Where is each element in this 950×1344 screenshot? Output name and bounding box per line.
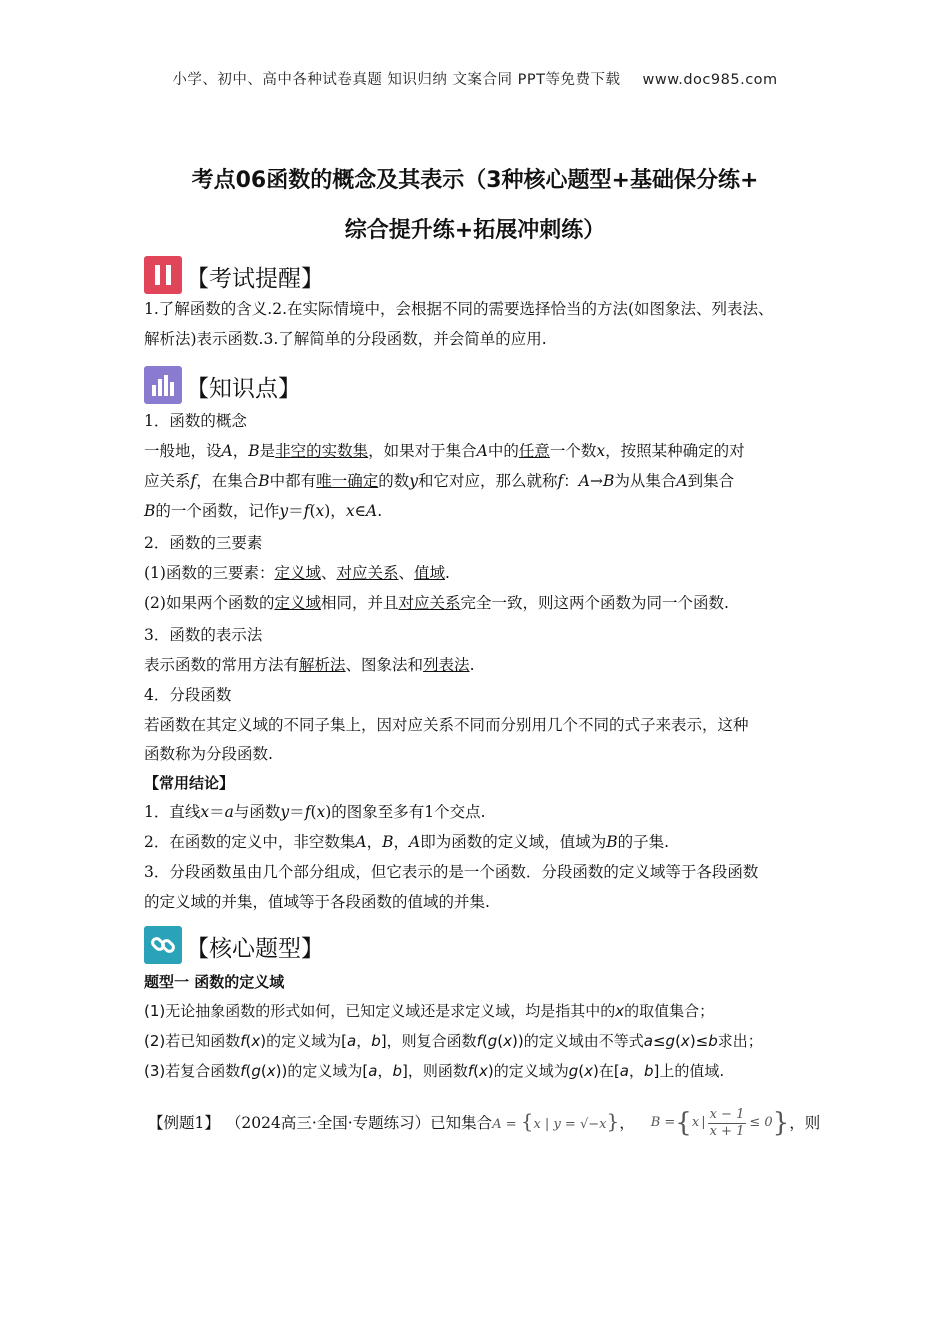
conclusion-2: 2．在函数的定义中，非空数集A，B，A即为函数的定义域，值域为B的子集. (144, 833, 670, 851)
set-b-formula: B = { x | $\frac{x - 1}{x + 1}$ ≤ 0 } (650, 1106, 790, 1139)
section-title: 【核心题型】 (186, 936, 324, 962)
page-title-line-2: 综合提升练+拓展冲刺练） (344, 218, 606, 243)
pause-icon (144, 256, 182, 294)
core-rule-1: (1)无论抽象函数的形式如何，已知定义域还是求定义域，均是指其中的x的取值集合； (144, 1002, 715, 1020)
example-source: （2024高三·全国·专题练习）已知集合 (225, 1114, 493, 1132)
knowledge-paragraph-4a: 若函数在其定义域的不同子集上，因对应关系不同而分别用几个不同的式子来表示，这种 (144, 716, 749, 734)
knowledge-paragraph-4b: 函数称为分段函数. (144, 745, 273, 763)
bar-chart-icon (144, 366, 182, 404)
page-header (0, 68, 950, 89)
set-a-formula: A = {x | y = √−x} (492, 1109, 620, 1133)
core-type-1-heading: 题型一 函数的定义域 (144, 973, 285, 991)
knowledge-heading-2: 2．函数的三要素 (144, 534, 263, 552)
knowledge-paragraph-2a: (1)函数的三要素：定义域、对应关系、值域. (144, 564, 450, 582)
conclusions-heading: 【常用结论】 (144, 774, 235, 792)
section-title: 【考试提醒】 (186, 266, 324, 292)
knowledge-paragraph-1a: 一般地，设A，B是非空的实数集，如果对于集合A中的任意一个数x，按照某种确定的对 (144, 442, 745, 460)
section-knowledge-heading (144, 362, 301, 404)
core-rule-3: (3)若复合函数f(g(x))的定义域为[a，b]，则函数f(x)的定义域为g(x)在[a，b]上的值域. (144, 1062, 725, 1080)
header-url[interactable]: www.doc985.com (642, 72, 778, 88)
knowledge-paragraph-3: 表示函数的常用方法有解析法、图象法和列表法. (144, 656, 475, 674)
section-title: 【知识点】 (186, 376, 301, 402)
formula-separator: ， (619, 1114, 635, 1132)
knowledge-paragraph-1c: B的一个函数，记作y＝f(x)，x∈A. (144, 502, 383, 520)
page-title-line-1: 考点06函数的概念及其表示（3种核心题型+基础保分练+ (191, 168, 759, 193)
link-icon (144, 926, 182, 964)
header-text: 小学、初中、高中各种试卷真题 知识归纳 文案合同 PPT等免费下载 (172, 72, 621, 88)
conclusion-1: 1．直线x＝a与函数y＝f(x)的图象至多有1个交点. (144, 803, 486, 821)
example-label: 【例题1】 (148, 1114, 220, 1132)
knowledge-heading-4: 4．分段函数 (144, 686, 232, 704)
knowledge-paragraph-2b: (2)如果两个函数的定义域相同，并且对应关系完全一致，则这两个函数为同一个函数. (144, 594, 729, 612)
core-rule-2: (2)若已知函数f(x)的定义域为[a，b]，则复合函数f(g(x))的定义域由不等式a≤g(x)≤b求出； (144, 1032, 763, 1050)
exam-tip-line-2: 解析法)表示函数.3.了解简单的分段函数，并会简单的应用. (144, 330, 547, 348)
knowledge-heading-3: 3．函数的表示法 (144, 626, 263, 644)
conclusion-3b: 的定义域的并集，值域等于各段函数的值域的并集. (144, 893, 490, 911)
section-core-heading (144, 922, 324, 964)
knowledge-heading-1: 1．函数的概念 (144, 412, 247, 430)
example-1 (148, 1098, 828, 1148)
section-exam-tips-heading (144, 252, 324, 294)
knowledge-paragraph-1b: 应关系f，在集合B中都有唯一确定的数y和它对应，那么就称f：A→B为从集合A到集合 (144, 472, 735, 490)
conclusion-3a: 3．分段函数虽由几个部分组成，但它表示的是一个函数．分段函数的定义域等于各段函数 (144, 863, 759, 881)
example-continuation: ，则 (789, 1114, 821, 1132)
exam-tip-line-1: 1.了解函数的含义.2.在实际情境中，会根据不同的需要选择恰当的方法(如图象法、列表法、 (144, 300, 774, 318)
